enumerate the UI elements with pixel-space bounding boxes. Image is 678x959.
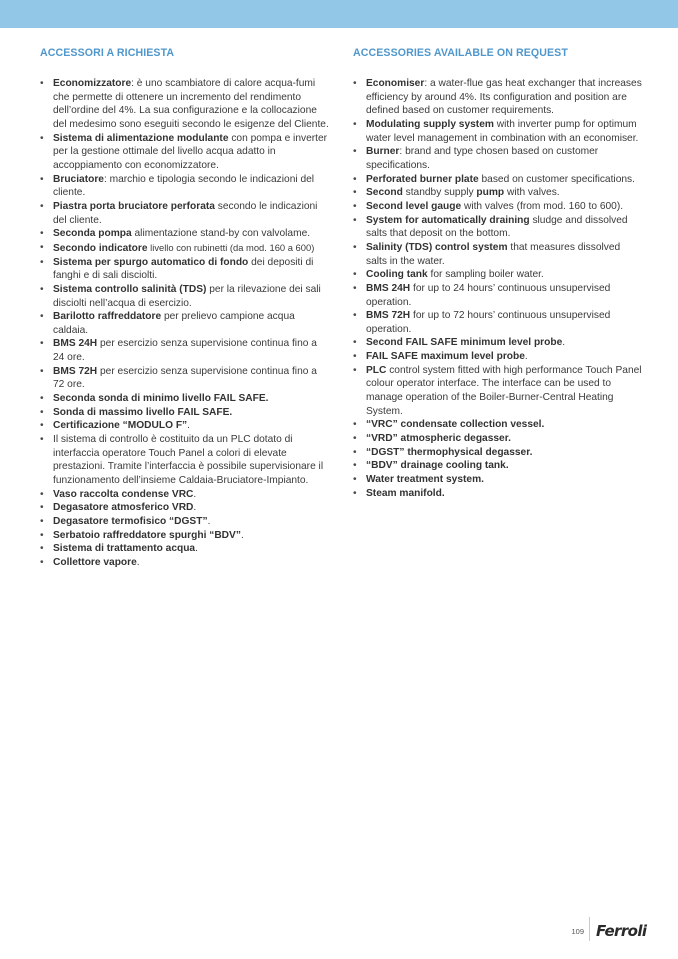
- bullet-icon: •: [40, 311, 44, 323]
- bullet-icon: •: [40, 256, 44, 268]
- list-item: • Bruciatore: marchio e tipologia secondo le indicazioni del cliente.: [40, 173, 315, 199]
- bullet-icon: •: [353, 118, 357, 130]
- italian-column: [40, 47, 330, 570]
- bullet-icon: •: [40, 132, 44, 144]
- list-item: • Degasatore termofisico “DGST”.: [40, 516, 211, 527]
- list-item: • Secondo indicatore livello con rubinetti (da mod. 160 a 600): [40, 241, 315, 254]
- bullet-icon: •: [353, 173, 357, 185]
- bullet-icon: •: [353, 474, 357, 486]
- list-item: • Barilotto raffreddatore per prelievo campione acqua caldaia.: [40, 311, 295, 336]
- list-item: • Water treatment system.: [353, 474, 484, 486]
- list-item: • “BDV” drainage cooling tank.: [353, 460, 509, 472]
- bullet-icon: •: [40, 78, 44, 89]
- list-item: • Vaso raccolta condense VRC.: [40, 488, 197, 500]
- list-item: • Certificazione “MODULO F”.: [40, 420, 190, 432]
- english-column: [353, 47, 643, 500]
- list-item: • Economizzatore: è uno scambiatore di calore acqua-fumi che permette di ottenere un incremento del rendimento dell’ordine del 4%. La sua configurazione e la collocazione del medesimo sono eseguiti secondo le esigenze del Cliente.: [40, 78, 329, 130]
- list-item: • BMS 72H for up to 72 hours’ continuous unsupervised operation.: [353, 310, 611, 335]
- bullet-icon: •: [40, 420, 44, 432]
- english-title: ACCESSORIES AVAILABLE ON REQUEST: [353, 47, 568, 59]
- bullet-icon: •: [353, 200, 357, 212]
- bullet-icon: •: [40, 200, 44, 212]
- list-item: • Sistema di trattamento acqua.: [40, 543, 198, 555]
- bullet-icon: •: [40, 241, 44, 253]
- list-item: • BMS 24H per esercizio senza supervisione continua fino a 24 ore.: [40, 338, 317, 364]
- list-item: • Burner: brand and type chosen based on customer specifications.: [353, 146, 599, 171]
- bullet-icon: •: [40, 556, 44, 568]
- bullet-icon: •: [353, 78, 357, 89]
- list-item: • “VRD” atmospheric degasser.: [353, 433, 511, 445]
- italian-accessory-list: [40, 77, 330, 570]
- list-item: • Perforated burner plate based on customer specifications.: [353, 173, 635, 185]
- bullet-icon: •: [353, 364, 357, 376]
- bullet-icon: •: [40, 406, 44, 418]
- bullet-icon: •: [40, 543, 44, 555]
- list-item: • Sonda di massimo livello FAIL SAFE.: [40, 406, 233, 418]
- list-item: • Sistema di alimentazione modulante con pompa e inverter per la gestione ottimale del livello acqua adatto in accoppiamento con economizzatore.: [40, 132, 328, 171]
- list-item: • Sistema per spurgo automatico di fondo dei depositi di fanghi e di sali disciolti.: [40, 256, 314, 282]
- list-item: • “VRC” condensate collection vessel.: [353, 419, 545, 431]
- bullet-icon: •: [353, 214, 357, 226]
- page-number: 109: [571, 927, 584, 936]
- bullet-icon: •: [353, 187, 357, 199]
- list-item: • BMS 24H for up to 24 hours’ continuous unsupervised operation.: [353, 282, 611, 308]
- english-accessory-list: [353, 77, 643, 500]
- bullet-icon: •: [353, 282, 357, 294]
- bullet-icon: •: [353, 351, 357, 363]
- brand-logo: Ferroli: [596, 922, 647, 940]
- bullet-icon: •: [353, 419, 357, 431]
- list-item: • “DGST” thermophysical degasser.: [353, 446, 533, 458]
- bullet-icon: •: [353, 433, 357, 445]
- bullet-icon: •: [40, 283, 44, 295]
- list-item: • Modulating supply system with inverter pump for optimum water level management in combination with an economiser.: [353, 118, 639, 144]
- bullet-icon: •: [353, 146, 357, 158]
- list-item: • Cooling tank for sampling boiler water.: [353, 269, 544, 281]
- list-item: • Degasatore atmosferico VRD.: [40, 502, 197, 514]
- list-item: • Serbatoio raffreddatore spurghi “BDV”.: [40, 529, 244, 541]
- list-item: • PLC control system fitted with high performance Touch Panel colour operator interface. The interface can be used to manage operation of the Boiler-Burner-Central Heating System.: [353, 364, 642, 417]
- list-item: • Second standby supply pump with valves.: [353, 187, 560, 199]
- bullet-icon: •: [353, 241, 357, 253]
- list-item: • Steam manifold.: [353, 487, 445, 499]
- bullet-icon: •: [353, 460, 357, 472]
- list-item: • Salinity (TDS) control system that measures dissolved salts in the water.: [353, 241, 621, 267]
- list-item: • Seconda sonda di minimo livello FAIL SAFE.: [40, 393, 269, 405]
- list-item: • Second FAIL SAFE minimum level probe.: [353, 337, 566, 349]
- bullet-icon: •: [40, 502, 44, 514]
- list-item: • Piastra porta bruciatore perforata secondo le indicazioni del cliente.: [40, 200, 318, 226]
- list-item: • Sistema controllo salinità (TDS) per la rilevazione dei sali disciolti nell’acqua di esercizio.: [40, 283, 321, 309]
- bullet-icon: •: [40, 173, 44, 185]
- bullet-icon: •: [40, 488, 44, 500]
- bullet-icon: •: [353, 446, 357, 458]
- bullet-icon: •: [40, 365, 44, 377]
- italian-title: ACCESSORI A RICHIESTA: [40, 47, 175, 59]
- list-item: • FAIL SAFE maximum level probe.: [353, 351, 528, 363]
- footer-divider: [589, 917, 590, 941]
- bullet-icon: •: [40, 516, 44, 527]
- bullet-icon: •: [353, 487, 357, 499]
- list-item: • Collettore vapore.: [40, 556, 140, 568]
- list-item: • System for automatically draining sludge and dissolved salts that deposit on the bottom.: [353, 214, 628, 240]
- bullet-icon: •: [40, 228, 44, 240]
- list-item: • Seconda pompa alimentazione stand-by con valvolame.: [40, 228, 311, 240]
- bullet-icon: •: [40, 393, 44, 405]
- bullet-icon: •: [40, 338, 44, 350]
- list-item: • Economiser: a water-flue gas heat exchanger that increases efficiency by around 4%. Its configuration and position are defined based on customer requirements.: [353, 78, 642, 117]
- bullet-icon: •: [40, 434, 44, 446]
- bullet-icon: •: [353, 269, 357, 281]
- list-item: • BMS 72H per esercizio senza supervisione continua fino a 72 ore.: [40, 365, 317, 391]
- bullet-icon: •: [353, 310, 357, 322]
- header-color-band: [0, 0, 678, 28]
- list-item: • Second level gauge with valves (from mod. 160 to 600).: [353, 200, 624, 212]
- list-item: • Il sistema di controllo è costituito da un PLC dotato di interfaccia operatore Touch Panel a colori di elevate prestazioni. Tramite l’interfaccia è possibile supervisionare il funzionamento dell’insieme Caldaia-Bruciatore-Impianto.: [40, 434, 324, 487]
- bullet-icon: •: [40, 529, 44, 541]
- bullet-icon: •: [353, 337, 357, 349]
